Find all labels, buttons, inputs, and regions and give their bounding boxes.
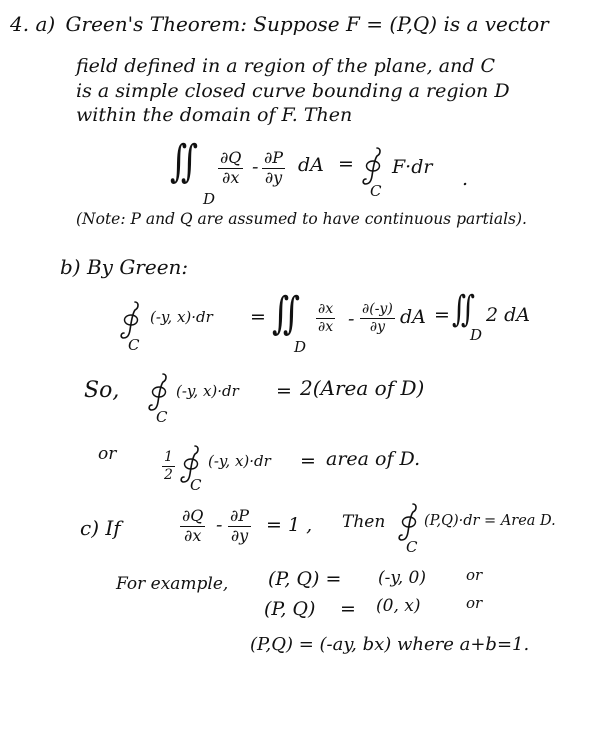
fraction-numerator: ∂P (264, 148, 284, 167)
part-a-line-4: within the domain of F. Then (76, 104, 353, 126)
double-integral-symbol: ∬ (170, 136, 199, 187)
example-2-rhs: (0, x) (376, 596, 421, 616)
integrand-neg-y-x: (-y, x)·dr (150, 308, 213, 326)
minus-sign: - (216, 514, 223, 536)
fraction-numerator: ∂(-y) (362, 301, 393, 317)
equals-sign: = (300, 450, 316, 472)
example-3: (P,Q) = (-ay, bx) where a+b=1. (250, 634, 530, 655)
equation-period: . (462, 168, 469, 190)
contour-subscript: C (128, 336, 140, 354)
part-a-line-1 (10, 14, 549, 34)
f-dot-dr: F·dr (392, 156, 433, 178)
fraction-denominator: ∂x (318, 318, 334, 335)
contour-subscript: C (370, 182, 382, 200)
fraction-numerator: ∂x (318, 301, 334, 317)
for-example: For example, (116, 574, 229, 594)
part-c-label: c) If (80, 516, 121, 540)
integrand-neg-y-x: (-y, x)·dr (176, 382, 239, 400)
fraction-denominator: ∂y (230, 525, 249, 545)
fraction-denominator: ∂y (369, 318, 385, 335)
fraction-numerator: 1 (164, 449, 173, 465)
contour-subscript: C (190, 476, 202, 494)
example-2-or: or (466, 594, 483, 612)
part-a-text-1: Green's Theorem: Suppose F = (P,Q) is a vector (65, 12, 549, 36)
double-integral-subscript: D (203, 190, 216, 208)
fraction-denominator: ∂x (222, 167, 240, 187)
contour-integral-icon (148, 372, 170, 412)
fraction-numerator: ∂Q (220, 148, 242, 167)
note-continuous-partials: (Note: P and Q are assumed to have continuous partials). (76, 210, 527, 228)
fraction-denominator: ∂x (184, 525, 202, 545)
equals-sign: = (276, 380, 292, 402)
partial-q-x-fraction (180, 508, 205, 545)
contour-integral-icon (398, 502, 420, 542)
equals-sign: = (434, 304, 450, 326)
contour-subscript: C (406, 538, 418, 556)
integrand-neg-y-x: (-y, x)·dr (208, 452, 271, 470)
partial-q-x-fraction (218, 150, 243, 187)
part-a-line-2: field defined in a region of the plane, and C (76, 55, 496, 77)
contour-subscript: C (156, 408, 168, 426)
two-da-term: 2 dA (486, 304, 531, 326)
partial-neg-y-y-fraction (360, 302, 395, 334)
fraction-denominator: 2 (164, 466, 173, 483)
example-1-lhs: (P, Q) = (268, 568, 342, 590)
double-integral-symbol: ∬ (452, 289, 475, 330)
partial-x-x-fraction (316, 302, 335, 334)
part-b-label: b) By Green: (60, 255, 189, 279)
then-expression: (P,Q)·dr = Area D. (424, 513, 556, 529)
example-1-rhs: (-y, 0) (378, 568, 426, 588)
double-integral-subscript: D (470, 326, 483, 344)
part-a-label: 4. a) (10, 12, 56, 36)
minus-sign: - (348, 308, 355, 330)
example-2-lhs: (P, Q) (264, 598, 316, 620)
minus-sign: - (252, 156, 259, 178)
so-word: So, (84, 378, 120, 403)
example-1-or: or (466, 566, 483, 584)
double-integral-subscript: D (294, 338, 307, 356)
or-word: or (98, 444, 117, 464)
equals-sign: = (250, 306, 266, 328)
fraction-numerator: ∂P (230, 506, 250, 525)
fraction-denominator: ∂y (264, 167, 283, 187)
part-a-line-3: is a simple closed curve bounding a region D (76, 80, 510, 102)
da-term: dA (400, 306, 426, 328)
contour-integral-icon (120, 300, 142, 340)
then-word: Then (342, 512, 386, 532)
equals-one: = 1 , (266, 514, 313, 536)
area-of-d: area of D. (326, 448, 421, 470)
da-term: dA (298, 154, 324, 176)
contour-integral-icon (362, 146, 384, 186)
two-area-of-d: 2(Area of D) (300, 376, 425, 400)
equals-sign: = (338, 153, 354, 175)
partial-p-y-fraction (262, 150, 285, 187)
double-integral-symbol: ∬ (272, 288, 301, 339)
one-half-fraction (162, 450, 175, 482)
fraction-numerator: ∂Q (182, 506, 204, 525)
partial-p-y-fraction (228, 508, 251, 545)
example-2-eq: = (340, 598, 356, 620)
